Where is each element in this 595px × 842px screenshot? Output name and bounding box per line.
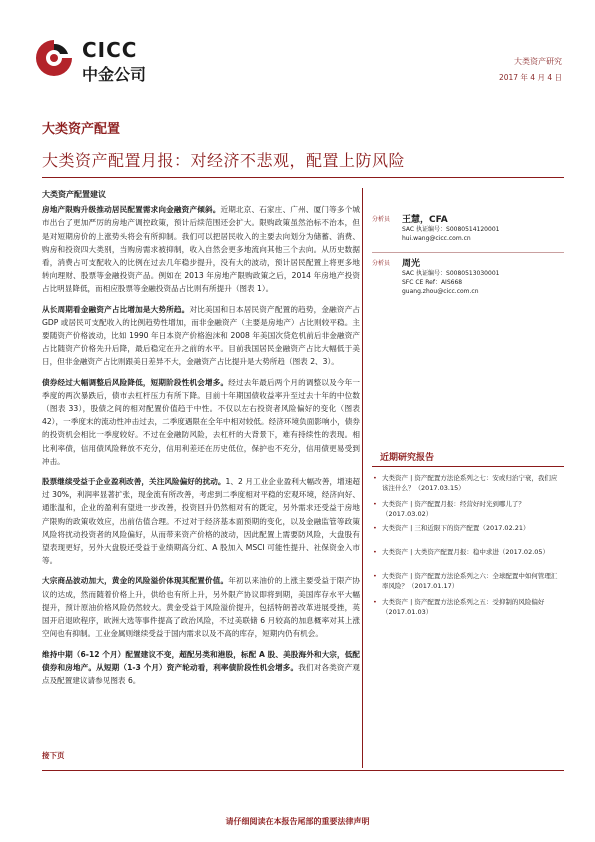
paragraph-4 xyxy=(42,475,360,567)
recent-report-item[interactable] xyxy=(373,524,562,534)
bullet-icon: • xyxy=(373,548,377,556)
bullet-icon: • xyxy=(373,572,377,580)
analyst-role: 分析员 xyxy=(372,216,391,223)
cicc-logo-icon xyxy=(32,36,76,80)
bullet-icon: • xyxy=(373,524,377,532)
paragraph-1-text: 近期北京、石家庄、广州、厦门等多个城市出台了更加严厉的房地产调控政策，预计后续范围还会扩大。限购政策虽然治标不治本，但是对短期房价的上涨势头将会有所抑制。我们可以把居民收入的主要去向划分为储蓄、消费、购房和投资四大类别，当购房需求被抑制，收入自然会更多地流向其他三个去向。从历史数据看，消费占可支配收入的比例在过去几年稳步提升，没有大的波动，预计居民配置上将更多地转向理财、股票等金融投资产品。例如在 2013 年房地产限购政策之后，2014 年房地产投资占比明显降低，而相应股票等金融投资品占比则有所提升（图表 1）。 xyxy=(42,205,360,294)
column-divider xyxy=(362,188,363,768)
paragraph-5 xyxy=(42,574,360,640)
report-date: 2017 年 4 月 4 日 xyxy=(498,73,562,82)
title-rule xyxy=(42,177,564,178)
page-title: 大类资产配置月报：对经济不悲观，配置上防风险 xyxy=(42,151,406,170)
recent-report-text[interactable]: 大类资产 | 大类资产配置月报：稳中求进（2017.02.05） xyxy=(382,548,550,556)
paragraph-2-lead: 从长周期看金融资产占比增加是大势所趋。 xyxy=(42,304,190,314)
paragraph-3-lead: 债券经过大幅调整后风险降低，短期阶段性机会增多。 xyxy=(42,377,229,387)
paragraph-5-lead: 大宗商品波动加大，黄金的风险溢价体现其配置价值。 xyxy=(42,576,229,586)
recent-report-text[interactable]: 大类资产 | 资产配置方法论系列之六：全球配置中如何管理汇率风险？（2017.01.17） xyxy=(382,572,558,590)
analyst-sac: SAC 执证编号：S0080513030001 xyxy=(402,270,500,277)
logo-text-cn: 中金公司 xyxy=(82,65,147,84)
footer-rule xyxy=(42,770,564,771)
recent-reports-title: 近期研究报告 xyxy=(380,453,435,463)
recent-report-text[interactable]: 大类资产 | 资产配置方法论系列之七：安或归治宁衰，我们应该注什么？（2017.03.15） xyxy=(382,474,558,492)
bullet-icon: • xyxy=(373,500,377,508)
subheading: 大类资产配置建议 xyxy=(42,190,106,199)
paragraph-1-lead: 房地产限购升级推动居民配置需求向金融资产倾斜。 xyxy=(42,205,221,215)
paragraph-3 xyxy=(42,376,360,468)
analyst-role: 分析员 xyxy=(372,260,391,267)
analyst-divider xyxy=(372,252,564,253)
recent-report-text[interactable]: 大类资产 | 三和近限下的资产配置（2017.02.21） xyxy=(382,524,530,532)
analyst-card xyxy=(372,256,562,306)
analyst-name: 周光 xyxy=(402,259,421,269)
recent-report-text[interactable]: 大类资产 | 资产配置方法论系列之五：受抑制的风险偏好（2017.01.03） xyxy=(382,598,545,616)
paragraph-5-text: 年初以来油价的上涨主要受益于限产协议的达成，然而随着价格上升，供给也有所上升，另外限产协议即将到期，美国库存水平大幅提升，预计原油价格风险仍然较大。黄金受益于风险溢价提升，包括特朗普改革进展受挫，英国开启退欧程序，欧洲大选等事件提高了政治风险，不过美联储 6 月较高的加息概率对其上涨空间也有抑制。工业金属则继续受益于国内需求以及不高的库存，短期内仍有机会。 xyxy=(42,576,361,639)
paragraph-6-text: 我们对各类资产观点及配置建议请参见图表 6。 xyxy=(42,662,360,685)
analyst-sfc: SFC CE Ref：AIS668 xyxy=(402,279,463,286)
body-column xyxy=(42,188,360,694)
recent-report-text[interactable]: 大类资产 | 资产配置月报：经营好时光到哪儿了？（2017.03.02） xyxy=(382,500,525,518)
analyst-card xyxy=(372,212,562,252)
recent-report-item[interactable] xyxy=(373,500,562,519)
bullet-icon: • xyxy=(373,474,377,482)
legal-notice: 请仔细阅读在本报告尾部的重要法律声明 xyxy=(225,817,370,826)
recent-report-item[interactable] xyxy=(373,572,562,591)
analyst-sac: SAC 执证编号：S0080514120001 xyxy=(402,226,500,233)
bullet-icon: • xyxy=(373,598,377,606)
analyst-name: 王慧，CFA xyxy=(402,215,448,225)
analyst-email[interactable]: guang.zhou@cicc.com.cn xyxy=(402,288,479,295)
paragraph-2 xyxy=(42,303,360,369)
recent-report-item[interactable] xyxy=(373,474,562,493)
section-title: 大类资产配置 xyxy=(42,122,121,137)
report-type: 大类资产研究 xyxy=(514,57,562,66)
logo-text-en: CICC xyxy=(82,38,138,62)
continued-label: 接下页 xyxy=(42,751,65,760)
recent-report-item[interactable] xyxy=(373,548,562,558)
analyst-email[interactable]: hui.wang@cicc.com.cn xyxy=(402,235,471,242)
paragraph-4-text: 1、2 月工业企业盈利大幅改善，增速超过 30%，利润率显著扩张，现金流有所改善，考虑到二季度相对平稳的宏观环境，经济向好、通胀温和，企业的盈利有望进一步改善，投资回升仍然相对有的既定，另外需求还受益于房地产限购的政策收效应，出前估值合理。不过对于经济基本面预期的变化，以及金融监管等政策风险将扰动投资者的风险偏好，从而带来资产价格的波动，因此配置上需要防风险，大盘股有望表现更好，另外大盘股还受益于业绩期高分红、A 股加入 MSCI 可能性提升、社保资金入市等。 xyxy=(42,477,361,566)
cicc-logo xyxy=(32,36,182,86)
paragraph-1 xyxy=(42,203,360,295)
paragraph-6-lead: 维持中期（6-12 个月）配置建议不变，超配另类和港股，标配 A 股、美股海外和大宗，低配债券和房地产。从短期（1-3 个月）资产轮动看，利率债阶段性机会增多。 xyxy=(42,649,360,672)
paragraph-3-text: 经过去年最后两个月的调整以及今年一季度的两次暴跌后，债市去杠杆压力有所下降。目前十年期国债收益率升至过去十年的中位数（图表 33），股债之间的相对配置价值趋于中性。不仅以左右投资者风险偏好的变化（图表 42），一季度末的流动性冲击过去，二季度遇限在全年中相对较低。经济环境负面影响小，债券的投资机会相比一季度较好。不过在金融防风险，去杠杆的大背景下，难有持续性的表现。相比利率债，信用债风险释放不充分，信用利差还在历史低位，保护也不充分，信用债更易受到冲击。 xyxy=(42,377,361,466)
paragraph-6 xyxy=(42,648,360,688)
paragraph-4-lead: 股票继续受益于企业盈利改善，关注风险偏好的扰动。 xyxy=(42,477,226,487)
recent-report-item[interactable] xyxy=(373,598,562,617)
recent-reports-rule xyxy=(372,466,564,467)
paragraph-2-text: 对比美国和日本居民资产配置的趋势，金融资产占 GDP 或居民可支配收入的比例趋势性增加，而非金融资产（主要是房地产）占比则较平稳。主要随资产价格波动，比如 1990 年日本资产价格泡沫和 2008 年美国次贷危机前后非金融资产占比随资产价格先升后降，最后稳定在升之前的水平。目前我国居民金融资产占比大幅低于美日，但非金融资产占比则跟美日差异不大，金融资产占比提升是大势所趋（图表 2、3）。 xyxy=(42,304,361,367)
